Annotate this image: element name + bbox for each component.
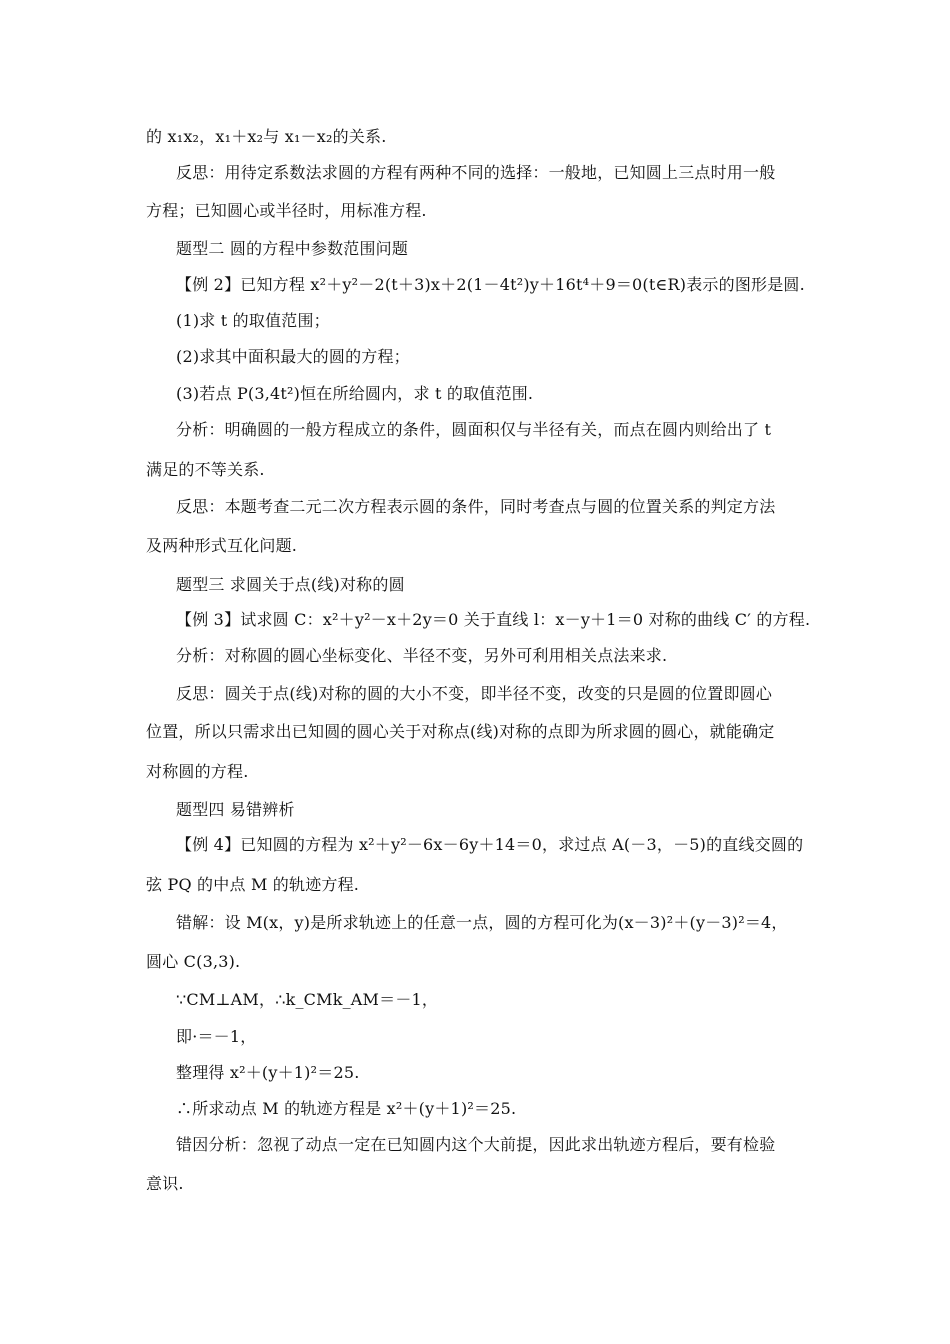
analysis-paragraph: 分析：明确圆的一般方程成立的条件，圆面积仅与半径有关，而点在圆内则给出了 t xyxy=(176,420,772,439)
text-line: 满足的不等关系. xyxy=(146,460,265,479)
analysis-paragraph: 分析：对称圆的圆心坐标变化、半径不变，另外可利用相关点法来求. xyxy=(176,646,668,665)
reflection-paragraph: 反思：本题考查二元二次方程表示圆的条件，同时考查点与圆的位置关系的判定方法 xyxy=(176,497,776,516)
question-1: (1)求 t 的取值范围； xyxy=(176,311,330,330)
text-line: 圆心 C(3,3). xyxy=(146,952,241,971)
example-3: 【例 3】试求圆 C：x²＋y²－x＋2y＝0 关于直线 l：x－y＋1＝0 对称的曲线 C′ 的方程. xyxy=(176,610,811,629)
question-3: (3)若点 P(3,4t²)恒在所给圆内，求 t 的取值范围. xyxy=(176,384,534,403)
question-2: (2)求其中面积最大的圆的方程； xyxy=(176,347,410,366)
text-line: 及两种形式互化问题. xyxy=(146,536,298,555)
text-line: 对称圆的方程. xyxy=(146,762,249,781)
reflection-paragraph: 反思：圆关于点(线)对称的圆的大小不变，即半径不变，改变的只是圆的位置即圆心 xyxy=(176,684,773,703)
example-2: 【例 2】已知方程 x²＋y²－2(t＋3)x＋2(1－4t²)y＋16t⁴＋9＝0(t∈R)表示的图形是圆. xyxy=(176,275,805,294)
text-line: 方程；已知圆心或半径时，用标准方程. xyxy=(146,201,427,220)
text-line: 位置，所以只需求出已知圆的圆心关于对称点(线)对称的点即为所求圆的圆心，就能确定 xyxy=(146,722,775,741)
reflection-paragraph: 反思：用待定系数法求圆的方程有两种不同的选择：一般地，已知圆上三点时用一般 xyxy=(176,163,776,182)
text-line: 的 x₁x₂，x₁＋x₂与 x₁－x₂的关系. xyxy=(146,127,387,146)
wrong-solution: 错解：设 M(x，y)是所求轨迹上的任意一点，圆的方程可化为(x－3)²＋(y－3)²＝4， xyxy=(176,913,788,932)
section-heading-4: 题型四 易错辨析 xyxy=(176,800,295,819)
example-4: 【例 4】已知圆的方程为 x²＋y²－6x－6y＋14＝0，求过点 A(－3，－5)的直线交圆的 xyxy=(176,835,804,854)
section-heading-3: 题型三 求圆关于点(线)对称的圆 xyxy=(176,575,405,594)
solution-step: ∵CM⊥AM，∴k_CMk_AM＝－1， xyxy=(176,990,439,1009)
solution-step: 即·＝－1， xyxy=(176,1027,257,1046)
solution-conclusion: ∴所求动点 M 的轨迹方程是 x²＋(y＋1)²＝25. xyxy=(176,1099,517,1118)
solution-step: 整理得 x²＋(y＋1)²＝25. xyxy=(176,1063,360,1082)
text-line: 意识. xyxy=(146,1174,184,1193)
section-heading-2: 题型二 圆的方程中参数范围问题 xyxy=(176,239,409,258)
error-analysis: 错因分析：忽视了动点一定在已知圆内这个大前提，因此求出轨迹方程后，要有检验 xyxy=(176,1135,776,1154)
text-line: 弦 PQ 的中点 M 的轨迹方程. xyxy=(146,875,360,894)
